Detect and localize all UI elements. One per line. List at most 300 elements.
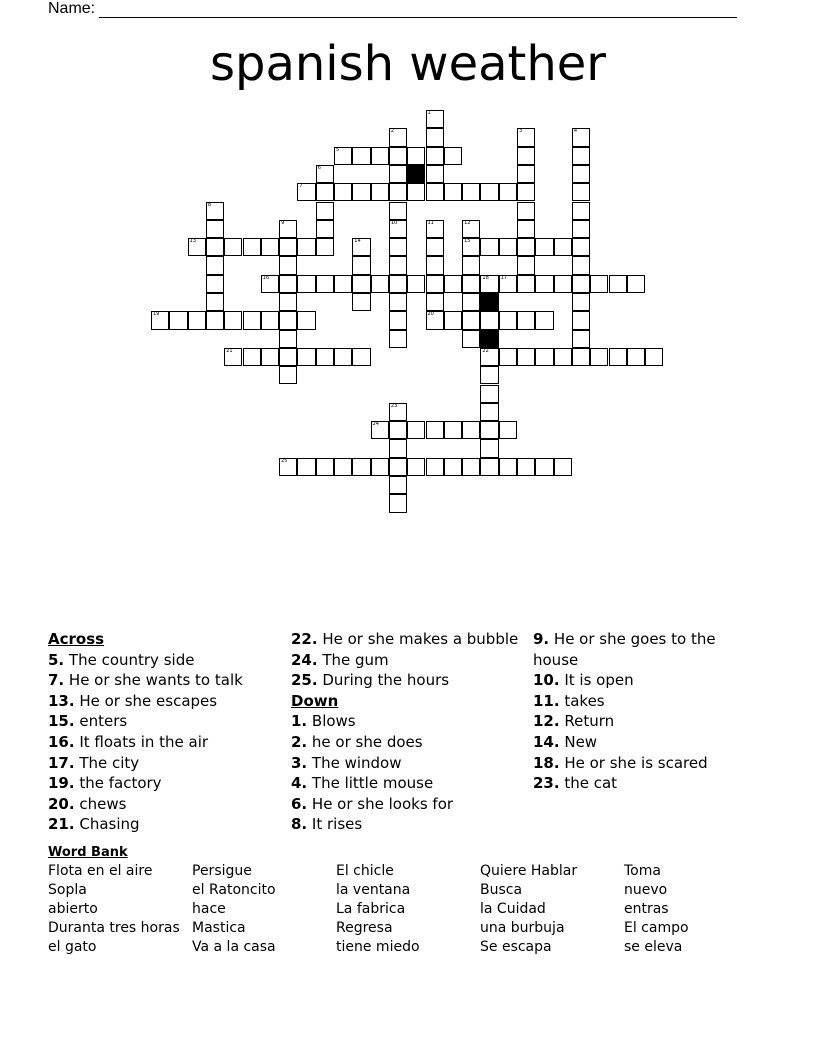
grid-cell[interactable] — [389, 494, 407, 512]
clue-num: 23. — [533, 774, 560, 793]
grid-cell[interactable] — [352, 183, 370, 201]
word-bank-word: Quiere Hablar — [480, 863, 578, 879]
clue-num: 9. — [533, 630, 550, 648]
word-bank-word: La fabrica — [336, 901, 406, 917]
grid-cell[interactable] — [243, 348, 261, 366]
grid-cell[interactable] — [206, 311, 224, 329]
word-bank-word: tiene miedo — [336, 939, 420, 955]
clue-num: 17. — [48, 753, 75, 772]
grid-cell[interactable] — [371, 421, 389, 439]
clue-number: 7 — [299, 183, 303, 190]
clue-number: 21 — [226, 347, 233, 354]
grid-cell[interactable] — [426, 275, 444, 293]
grid-cell[interactable] — [407, 147, 425, 165]
grid-cell[interactable] — [462, 458, 480, 476]
grid-cell[interactable] — [572, 128, 590, 146]
grid-cell[interactable] — [480, 183, 498, 201]
clue-number: 20 — [427, 311, 434, 318]
grid-cell[interactable] — [572, 238, 590, 256]
clue-number: 18 — [482, 274, 489, 281]
clue-item — [533, 773, 733, 794]
grid-cell[interactable] — [389, 220, 407, 238]
grid-cell[interactable] — [371, 458, 389, 476]
grid-cell[interactable] — [316, 183, 334, 201]
grid-cell[interactable] — [297, 183, 315, 201]
clue-item — [533, 732, 733, 753]
word-bank-word: abierto — [48, 901, 98, 917]
grid-cell[interactable] — [389, 293, 407, 311]
word-bank-column — [48, 862, 180, 957]
grid-cell[interactable] — [151, 311, 169, 329]
grid-cell[interactable] — [334, 458, 352, 476]
clue-number: 6 — [317, 164, 321, 171]
clue-num: 25. — [291, 671, 318, 690]
grid-cell[interactable] — [517, 458, 535, 476]
grid-cell[interactable] — [590, 275, 608, 293]
clue-text: the cat — [559, 774, 618, 793]
black-cell — [480, 330, 498, 348]
clue-num: 16. — [48, 732, 75, 751]
grid-cell[interactable] — [499, 458, 517, 476]
grid-cell[interactable] — [352, 293, 370, 311]
clue-item — [291, 650, 531, 671]
grid-cell[interactable] — [609, 275, 627, 293]
clue-num: 12. — [533, 712, 560, 731]
clue-num: 7. — [48, 671, 65, 690]
grid-cell[interactable] — [261, 348, 279, 366]
grid-cell[interactable] — [352, 256, 370, 274]
grid-cell[interactable] — [316, 348, 334, 366]
grid-cell[interactable] — [426, 421, 444, 439]
grid-cell[interactable] — [572, 147, 590, 165]
grid-cell[interactable] — [426, 220, 444, 238]
word-bank-word: El campo — [624, 920, 689, 936]
grid-cell[interactable] — [371, 183, 389, 201]
clue-text: He or she goes to the house — [533, 630, 716, 669]
grid-cell[interactable] — [554, 275, 572, 293]
grid-cell[interactable] — [462, 183, 480, 201]
grid-cell[interactable] — [169, 311, 187, 329]
clue-text: Return — [559, 712, 615, 731]
clue-num: 20. — [48, 794, 75, 813]
grid-cell[interactable] — [352, 458, 370, 476]
clue-text: It is open — [559, 671, 634, 690]
clue-number: 17 — [500, 274, 508, 281]
grid-cell[interactable] — [352, 147, 370, 165]
clue-num: 2. — [291, 732, 308, 751]
grid-cell[interactable] — [389, 238, 407, 256]
grid-cell[interactable] — [426, 165, 444, 183]
grid-cell[interactable] — [297, 458, 315, 476]
grid-cell[interactable] — [206, 238, 224, 256]
grid-cell[interactable] — [554, 458, 572, 476]
grid-cell[interactable] — [572, 330, 590, 348]
grid-cell[interactable] — [444, 183, 462, 201]
clue-number: 5 — [336, 146, 340, 153]
grid-cell[interactable] — [444, 458, 462, 476]
clue-text: It rises — [307, 815, 363, 834]
grid-cell[interactable] — [279, 330, 297, 348]
word-bank-column — [480, 862, 577, 957]
clue-item — [291, 670, 531, 691]
grid-cell[interactable] — [444, 147, 462, 165]
grid-cell[interactable] — [316, 165, 334, 183]
clue-num: 13. — [48, 691, 75, 710]
grid-cell[interactable] — [535, 238, 553, 256]
clue-item — [291, 773, 531, 794]
clue-num: 6. — [291, 794, 308, 813]
grid-cell[interactable] — [517, 165, 535, 183]
clue-item — [291, 794, 531, 815]
grid-cell[interactable] — [297, 311, 315, 329]
word-bank-column — [192, 862, 276, 957]
clue-text: he or she does — [307, 732, 423, 751]
clues-column-3 — [533, 629, 733, 794]
grid-cell[interactable] — [627, 348, 645, 366]
clue-item — [48, 814, 288, 835]
grid-cell[interactable] — [224, 348, 242, 366]
grid-cell[interactable] — [224, 238, 242, 256]
grid-cell[interactable] — [462, 330, 480, 348]
grid-cell[interactable] — [389, 476, 407, 494]
grid-cell[interactable] — [407, 275, 425, 293]
clue-text: the factory — [74, 774, 162, 793]
grid-cell[interactable] — [352, 275, 370, 293]
word-bank-word: nuevo — [624, 882, 668, 898]
clue-num: 14. — [533, 732, 560, 751]
grid-cell[interactable] — [554, 238, 572, 256]
grid-cell[interactable] — [645, 348, 663, 366]
grid-cell[interactable] — [297, 275, 315, 293]
grid-cell[interactable] — [535, 311, 553, 329]
grid-cell[interactable] — [426, 183, 444, 201]
page-title: spanish weather — [209, 36, 607, 92]
clue-item — [533, 691, 733, 712]
clue-number: 15 — [464, 238, 471, 245]
grid-cell[interactable] — [462, 293, 480, 311]
clue-num: 21. — [48, 815, 75, 834]
clue-item — [48, 732, 288, 753]
grid-cell[interactable] — [371, 275, 389, 293]
clue-num: 18. — [533, 753, 560, 772]
grid-cell[interactable] — [206, 220, 224, 238]
clue-text: During the hours — [317, 671, 450, 690]
grid-cell[interactable] — [444, 311, 462, 329]
clue-number: 4 — [573, 128, 578, 135]
clue-item — [291, 814, 531, 835]
grid-cell[interactable] — [389, 147, 407, 165]
clue-text: He or she escapes — [74, 691, 218, 710]
clue-text: takes — [559, 691, 605, 710]
down-heading: Down — [291, 691, 339, 710]
grid-cell[interactable] — [243, 311, 261, 329]
grid-cell[interactable] — [517, 147, 535, 165]
grid-cell[interactable] — [279, 458, 297, 476]
grid-cell[interactable] — [517, 348, 535, 366]
grid-cell[interactable] — [316, 220, 334, 238]
grid-cell[interactable] — [206, 293, 224, 311]
word-bank-word: Busca — [480, 882, 523, 898]
word-bank-word: el gato — [48, 939, 97, 955]
grid-cell[interactable] — [517, 183, 535, 201]
grid-cell[interactable] — [389, 458, 407, 476]
clue-number: 8 — [207, 201, 212, 208]
grid-cell[interactable] — [517, 311, 535, 329]
word-bank-word: la ventana — [336, 882, 411, 898]
clue-num: 5. — [48, 650, 65, 669]
grid-cell[interactable] — [517, 238, 535, 256]
clue-number: 24 — [372, 421, 379, 428]
word-bank-word: Se escapa — [480, 939, 552, 955]
grid-cell[interactable] — [389, 183, 407, 201]
grid-cell[interactable] — [188, 238, 206, 256]
grid-cell[interactable] — [499, 275, 517, 293]
clue-number: 12 — [464, 219, 471, 226]
grid-cell[interactable] — [279, 275, 297, 293]
grid-cell[interactable] — [572, 275, 590, 293]
clue-text: Blows — [307, 712, 356, 731]
grid-cell[interactable] — [426, 147, 444, 165]
word-bank-word: una burbuja — [480, 920, 565, 936]
grid-cell[interactable] — [480, 275, 498, 293]
word-bank-word: la Cuidad — [480, 901, 546, 917]
grid-cell[interactable] — [261, 238, 279, 256]
grid-cell[interactable] — [572, 311, 590, 329]
clue-num: 1. — [291, 712, 308, 731]
clue-number: 9 — [281, 219, 285, 226]
grid-cell[interactable] — [480, 458, 498, 476]
word-bank-word: El chicle — [336, 863, 394, 879]
grid-cell[interactable] — [444, 275, 462, 293]
grid-cell[interactable] — [480, 385, 498, 403]
grid-cell[interactable] — [462, 275, 480, 293]
grid-cell[interactable] — [426, 293, 444, 311]
clue-item — [533, 629, 733, 670]
clue-item — [48, 691, 288, 712]
grid-cell[interactable] — [480, 311, 498, 329]
clue-number: 11 — [427, 219, 434, 226]
word-bank-word: Persigue — [192, 863, 252, 879]
grid-cell[interactable] — [224, 311, 242, 329]
word-bank-word: el Ratoncito — [192, 882, 276, 898]
grid-cell[interactable] — [590, 348, 608, 366]
grid-cell[interactable] — [462, 256, 480, 274]
grid-cell[interactable] — [352, 348, 370, 366]
grid-cell[interactable] — [206, 202, 224, 220]
grid-cell[interactable] — [389, 421, 407, 439]
grid-cell[interactable] — [426, 256, 444, 274]
word-bank-word: hace — [192, 901, 226, 917]
clue-text: The gum — [317, 650, 389, 669]
grid-cell[interactable] — [535, 348, 553, 366]
clue-number: 1 — [427, 110, 431, 116]
grid-cell[interactable] — [554, 348, 572, 366]
grid-cell[interactable] — [316, 275, 334, 293]
grid-cell[interactable] — [389, 403, 407, 421]
grid-cell[interactable] — [480, 348, 498, 366]
grid-cell[interactable] — [389, 165, 407, 183]
grid-cell[interactable] — [517, 256, 535, 274]
grid-cell[interactable] — [261, 311, 279, 329]
grid-cell[interactable] — [426, 458, 444, 476]
clue-text: chews — [74, 794, 127, 813]
clue-item — [291, 629, 531, 650]
word-bank-word: Sopla — [48, 882, 87, 898]
grid-cell[interactable] — [279, 311, 297, 329]
grid-cell[interactable] — [279, 238, 297, 256]
clue-text: He or she is scared — [559, 753, 708, 772]
grid-cell[interactable] — [389, 311, 407, 329]
grid-cell[interactable] — [480, 439, 498, 457]
clue-text: The country side — [64, 650, 195, 669]
grid-cell[interactable] — [517, 128, 535, 146]
clue-item — [48, 773, 288, 794]
black-cell — [480, 293, 498, 311]
clue-item — [291, 732, 531, 753]
grid-cell[interactable] — [389, 439, 407, 457]
word-bank-word: Duranta tres horas — [48, 920, 180, 936]
grid-cell[interactable] — [499, 348, 517, 366]
grid-cell[interactable] — [206, 256, 224, 274]
grid-cell[interactable] — [517, 202, 535, 220]
grid-cell[interactable] — [499, 238, 517, 256]
clue-number: 14 — [354, 238, 361, 245]
grid-cell[interactable] — [279, 256, 297, 274]
grid-cell[interactable] — [535, 275, 553, 293]
grid-cell[interactable] — [462, 238, 480, 256]
grid-cell[interactable] — [535, 458, 553, 476]
clue-number: 2 — [390, 128, 395, 135]
clue-item — [533, 670, 733, 691]
clue-num: 11. — [533, 691, 560, 710]
grid-cell[interactable] — [572, 256, 590, 274]
clue-text: New — [559, 732, 598, 751]
clue-text: He or she makes a bubble — [317, 630, 519, 648]
grid-cell[interactable] — [389, 128, 407, 146]
grid-cell[interactable] — [316, 238, 334, 256]
grid-cell[interactable] — [609, 348, 627, 366]
grid-cell[interactable] — [279, 220, 297, 238]
grid-cell[interactable] — [334, 147, 352, 165]
clue-number: 3 — [519, 128, 523, 135]
grid-cell[interactable] — [206, 275, 224, 293]
clue-item — [48, 753, 288, 774]
grid-cell[interactable] — [480, 403, 498, 421]
word-bank-word: Va a la casa — [192, 939, 276, 955]
clue-num: 22. — [291, 630, 318, 648]
grid-cell[interactable] — [426, 110, 444, 128]
grid-cell[interactable] — [407, 458, 425, 476]
grid-cell[interactable] — [334, 183, 352, 201]
grid-cell[interactable] — [462, 220, 480, 238]
clue-num: 24. — [291, 650, 318, 669]
clue-num: 10. — [533, 671, 560, 690]
grid-cell[interactable] — [279, 348, 297, 366]
grid-cell[interactable] — [499, 421, 517, 439]
grid-cell[interactable] — [188, 311, 206, 329]
grid-cell[interactable] — [499, 183, 517, 201]
clue-item — [48, 794, 288, 815]
clue-number: 13 — [189, 238, 196, 245]
word-bank-column — [336, 862, 420, 957]
word-bank-column — [624, 862, 689, 957]
grid-cell[interactable] — [426, 128, 444, 146]
clue-number: 25 — [281, 457, 288, 464]
grid-cell[interactable] — [352, 238, 370, 256]
clue-number: 16 — [262, 274, 270, 281]
clue-number: 23 — [390, 402, 398, 409]
grid-cell[interactable] — [517, 220, 535, 238]
grid-cell[interactable] — [407, 421, 425, 439]
clue-num: 3. — [291, 753, 308, 772]
grid-cell[interactable] — [480, 366, 498, 384]
clue-text: The city — [74, 753, 140, 772]
grid-cell[interactable] — [572, 183, 590, 201]
grid-cell[interactable] — [334, 275, 352, 293]
grid-cell[interactable] — [572, 202, 590, 220]
clue-item — [533, 753, 733, 774]
grid-cell[interactable] — [243, 238, 261, 256]
grid-cell[interactable] — [389, 202, 407, 220]
clue-text: He or she wants to talk — [64, 671, 243, 690]
clue-num: 8. — [291, 815, 308, 834]
grid-cell[interactable] — [407, 183, 425, 201]
grid-cell[interactable] — [572, 220, 590, 238]
grid-cell[interactable] — [261, 275, 279, 293]
grid-cell[interactable] — [572, 348, 590, 366]
clue-text: It floats in the air — [74, 732, 209, 751]
grid-cell[interactable] — [334, 348, 352, 366]
grid-cell[interactable] — [462, 311, 480, 329]
grid-cell[interactable] — [279, 366, 297, 384]
clue-text: He or she looks for — [307, 794, 454, 813]
clue-num: 19. — [48, 774, 75, 793]
clue-item — [48, 670, 288, 691]
word-bank-word: Flota en el aire — [48, 863, 153, 879]
grid-cell[interactable] — [480, 238, 498, 256]
grid-cell[interactable] — [572, 293, 590, 311]
grid-cell[interactable] — [297, 348, 315, 366]
grid-cell[interactable] — [389, 330, 407, 348]
clue-number: 19 — [153, 311, 160, 318]
grid-cell[interactable] — [426, 238, 444, 256]
grid-cell[interactable] — [279, 293, 297, 311]
grid-cell[interactable] — [444, 421, 462, 439]
grid-cell[interactable] — [316, 202, 334, 220]
grid-cell[interactable] — [480, 421, 498, 439]
clue-item — [48, 650, 288, 671]
word-bank-word: Mastica — [192, 920, 246, 936]
grid-cell[interactable] — [389, 256, 407, 274]
clue-text: The little mouse — [307, 774, 434, 793]
grid-cell[interactable] — [297, 238, 315, 256]
clue-text: enters — [74, 712, 128, 731]
clue-item — [533, 711, 733, 732]
clue-text: Chasing — [74, 815, 140, 834]
grid-cell[interactable] — [572, 165, 590, 183]
grid-cell[interactable] — [462, 421, 480, 439]
grid-cell[interactable] — [499, 311, 517, 329]
clues-column-1 — [48, 629, 288, 835]
grid-cell[interactable] — [371, 147, 389, 165]
clue-num: 4. — [291, 774, 308, 793]
across-heading: Across — [48, 630, 105, 648]
grid-cell[interactable] — [517, 275, 535, 293]
grid-cell[interactable] — [316, 458, 334, 476]
grid-cell[interactable] — [426, 311, 444, 329]
grid-cell[interactable] — [389, 275, 407, 293]
grid-cell[interactable] — [627, 275, 645, 293]
